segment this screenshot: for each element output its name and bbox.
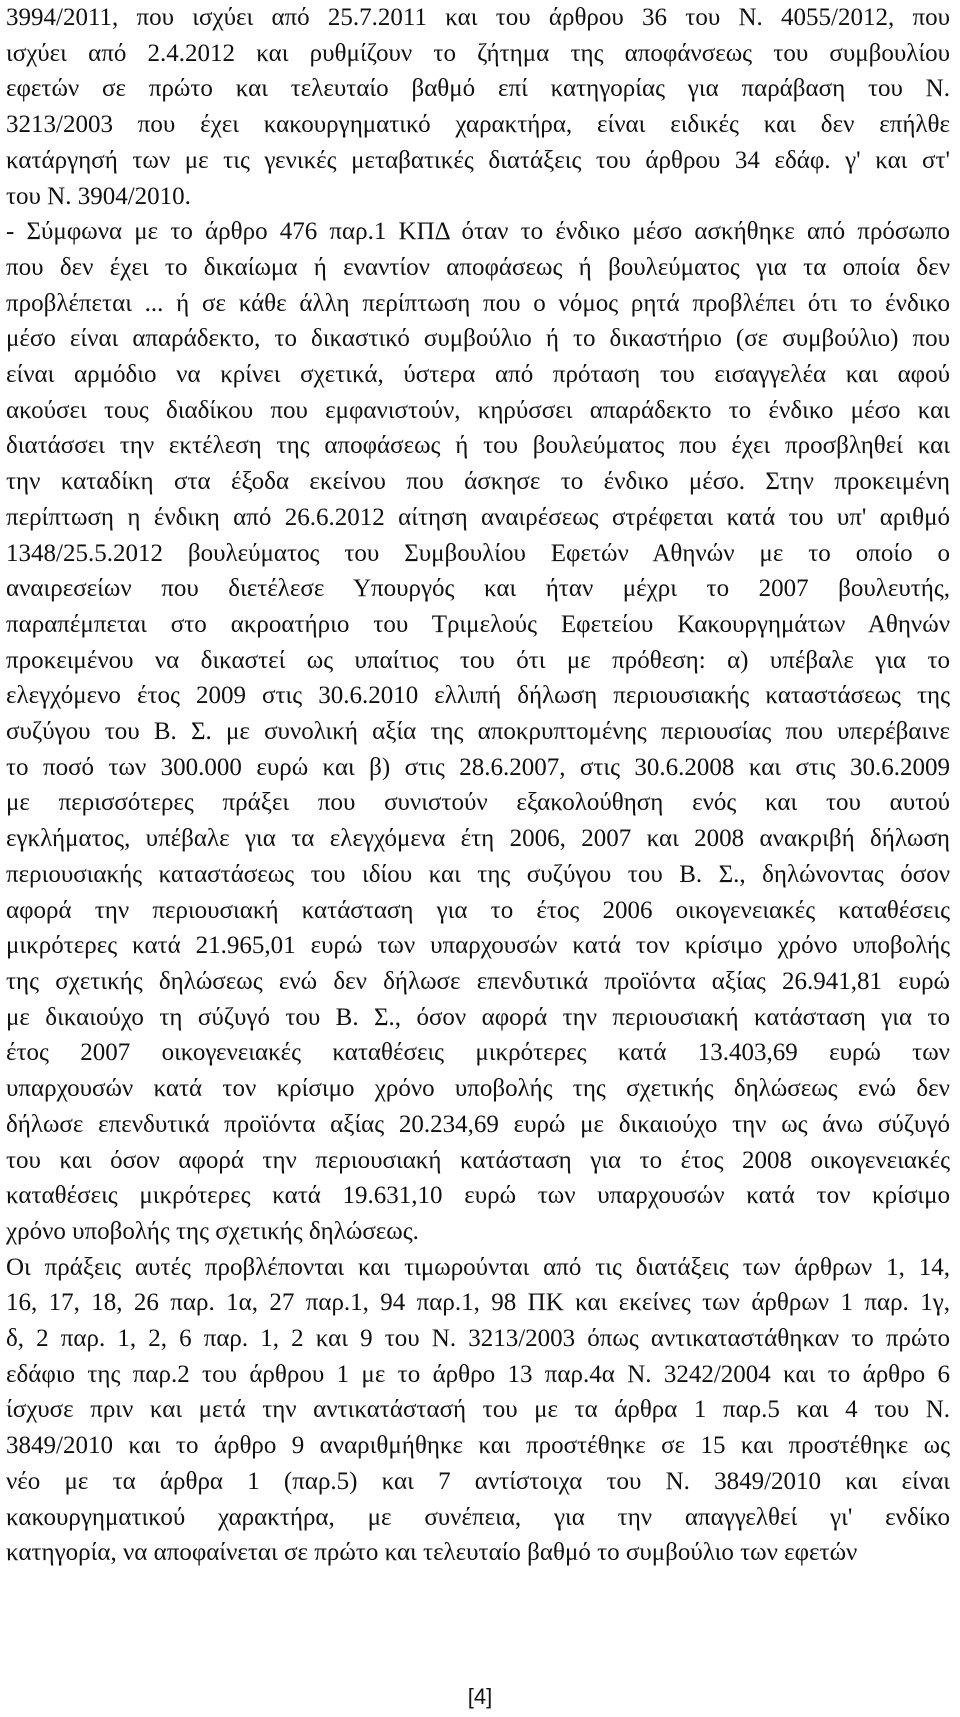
text-line: του Ν. 3904/2010. — [6, 182, 191, 210]
text-line: προκειμένου να δικαστεί ως υπαίτιος του ότι με πρόθεση: α) υπέβαλε για το — [6, 646, 950, 674]
text-line: 3849/2010 και το άρθρο 9 αναριθμήθηκε και προστέθηκε σε 15 και προστέθηκε ως — [6, 1432, 950, 1460]
text-line: εδάφιο της παρ.2 του άρθρου 1 με το άρθρο 13 παρ.4α Ν. 3242/2004 και το άρθρο 6 — [6, 1360, 950, 1388]
document-page — [6, 0, 950, 1571]
text-line: του και όσον αφορά την περιουσιακή κατάσταση για το έτος 2008 οικογενειακές — [6, 1146, 950, 1174]
text-line: - Σύμφωνα με το άρθρο 476 παρ.1 ΚΠΔ όταν το ένδικο μέσο ασκήθηκε από πρόσωπο — [6, 218, 950, 246]
text-line: την καταδίκη στα έξοδα εκείνου που άσκησε το ένδικο μέσο. Στην προκειμένη — [6, 468, 950, 496]
text-line: έτος 2007 οικογενειακές καταθέσεις μικρότερες κατά 13.403,69 ευρώ των — [6, 1039, 950, 1067]
text-line: νέο με τα άρθρα 1 (παρ.5) και 7 αντίστοιχα του Ν. 3849/2010 και είναι — [6, 1467, 950, 1495]
text-line: παραπέμπεται στο ακροατήριο του Τριμελούς Εφετείου Κακουργημάτων Αθηνών — [6, 610, 950, 638]
text-line: χρόνο υποβολής της σχετικής δηλώσεως. — [6, 1217, 419, 1245]
text-line: δ, 2 παρ. 1, 2, 6 παρ. 1, 2 και 9 του Ν. 3213/2003 όπως αντικαταστάθηκαν το πρώτο — [6, 1325, 950, 1353]
paragraph — [6, 214, 950, 1249]
text-line: με περισσότερες πράξει που συνιστούν εξακολούθηση ενός και του αυτού — [6, 789, 950, 817]
text-line: κατάργησή των με τις γενικές μεταβατικές διατάξεις του άρθρου 34 εδάφ. γ' και στ' — [6, 146, 950, 174]
paragraph — [6, 0, 950, 214]
text-line: 16, 17, 18, 26 παρ. 1α, 27 παρ.1, 94 παρ.1, 98 ΠΚ και εκείνες των άρθρων 1 παρ. 1γ, — [6, 1289, 950, 1317]
text-line: ίσχυσε πριν και μετά την αντικατάστασή του με τα άρθρα 1 παρ.5 και 4 του Ν. — [6, 1396, 950, 1424]
text-line: ακούσει τους διαδίκου που εμφανιστούν, κηρύσσει απαράδεκτο το ένδικο μέσο και — [6, 396, 950, 424]
text-line: μέσο είναι απαράδεκτο, το δικαστικό συμβούλιο ή το δικαστήριο (σε συμβούλιο) που — [6, 325, 950, 353]
text-line: ελεγχόμενο έτος 2009 στις 30.6.2010 ελλιπή δήλωση περιουσιακής καταστάσεως της — [6, 682, 950, 710]
text-line: δήλωσε επενδυτικά προϊόντα αξίας 20.234,69 ευρώ με δικαιούχο την ως άνω σύζυγό — [6, 1110, 950, 1138]
text-line: διατάσσει την εκτέλεση της αποφάσεως ή του βουλεύματος που έχει προσβληθεί και — [6, 432, 950, 460]
text-line: υπαρχουσών κατά τον κρίσιμο χρόνο υποβολής της σχετικής δηλώσεως ενώ δεν — [6, 1075, 950, 1103]
text-line: αφορά την περιουσιακή κατάσταση για το έτος 2006 οικογενειακές καταθέσεις — [6, 896, 950, 924]
text-line: 3994/2011, που ισχύει από 25.7.2011 και του άρθρου 36 του Ν. 4055/2012, που — [6, 4, 950, 31]
text-line: περιουσιακής καταστάσεως του ιδίου και της συζύγου του Β. Σ., δηλώνοντας όσον — [6, 860, 950, 888]
text-line: κακουργηματικού χαρακτήρα, με συνέπεια, για την απαγγελθεί γι' ενδίκο — [6, 1503, 950, 1531]
paragraph — [6, 1250, 950, 1571]
text-line: εγκλήματος, υπέβαλε για τα ελεγχόμενα έτη 2006, 2007 και 2008 ανακριβή δήλωση — [6, 825, 950, 853]
text-line: ισχύει από 2.4.2012 και ρυθμίζουν το ζήτημα της αποφάνσεως του συμβουλίου — [6, 39, 950, 67]
text-line: 3213/2003 που έχει κακουργηματικό χαρακτήρα, είναι ειδικές και δεν επήλθε — [6, 111, 950, 139]
text-line: προβλέπεται ... ή σε κάθε άλλη περίπτωση που ο νόμος ρητά προβλέπει ότι το ένδικο — [6, 289, 950, 317]
text-line: Οι πράξεις αυτές προβλέπονται και τιμωρούνται από τις διατάξεις των άρθρων 1, 14, — [6, 1253, 950, 1281]
text-line: εφετών σε πρώτο και τελευταίο βαθμό επί κατηγορίας για παράβαση του Ν. — [6, 75, 950, 103]
text-line: της σχετικής δηλώσεως ενώ δεν δήλωσε επενδυτικά προϊόντα αξίας 26.941,81 ευρώ — [6, 967, 950, 995]
text-line: συζύγου του Β. Σ. με συνολική αξία της αποκρυπτομένης περιουσίας που υπερέβαινε — [6, 718, 950, 746]
text-line: με δικαιούχο τη σύζυγό του Β. Σ., όσον αφορά την περιουσιακή κατάσταση για το — [6, 1003, 950, 1031]
text-line: καταθέσεις μικρότερες κατά 19.631,10 ευρώ των υπαρχουσών κατά τον κρίσιμο — [6, 1182, 950, 1210]
text-line: κατηγορία, να αποφαίνεται σε πρώτο και τελευταίο βαθμό το συμβούλιο των εφετών — [6, 1539, 858, 1567]
text-line: περίπτωση η ένδικη από 26.6.2012 αίτηση αναιρέσεως στρέφεται κατά του υπ' αριθμό — [6, 503, 950, 531]
text-line: που δεν έχει το δικαίωμα ή εναντίον αποφάσεως ή βουλεύματος για τα οποία δεν — [6, 253, 950, 281]
text-line: μικρότερες κατά 21.965,01 ευρώ των υπαρχουσών κατά τον κρίσιμο χρόνο υποβολής — [6, 932, 950, 960]
text-line: το ποσό των 300.000 ευρώ και β) στις 28.6.2007, στις 30.6.2008 και στις 30.6.2009 — [6, 753, 950, 781]
text-line: είναι αρμόδιο να κρίνει σχετικά, ύστερα από πρόταση του εισαγγελέα και αφού — [6, 361, 950, 389]
text-line: 1348/25.5.2012 βουλεύματος του Συμβουλίου Εφετών Αθηνών με το οποίο ο — [6, 539, 950, 567]
text-line: αναιρεσείων που διετέλεσε Υπουργός και ήταν μέχρι το 2007 βουλευτής, — [6, 575, 950, 603]
page-number: [4] — [467, 1684, 493, 1709]
